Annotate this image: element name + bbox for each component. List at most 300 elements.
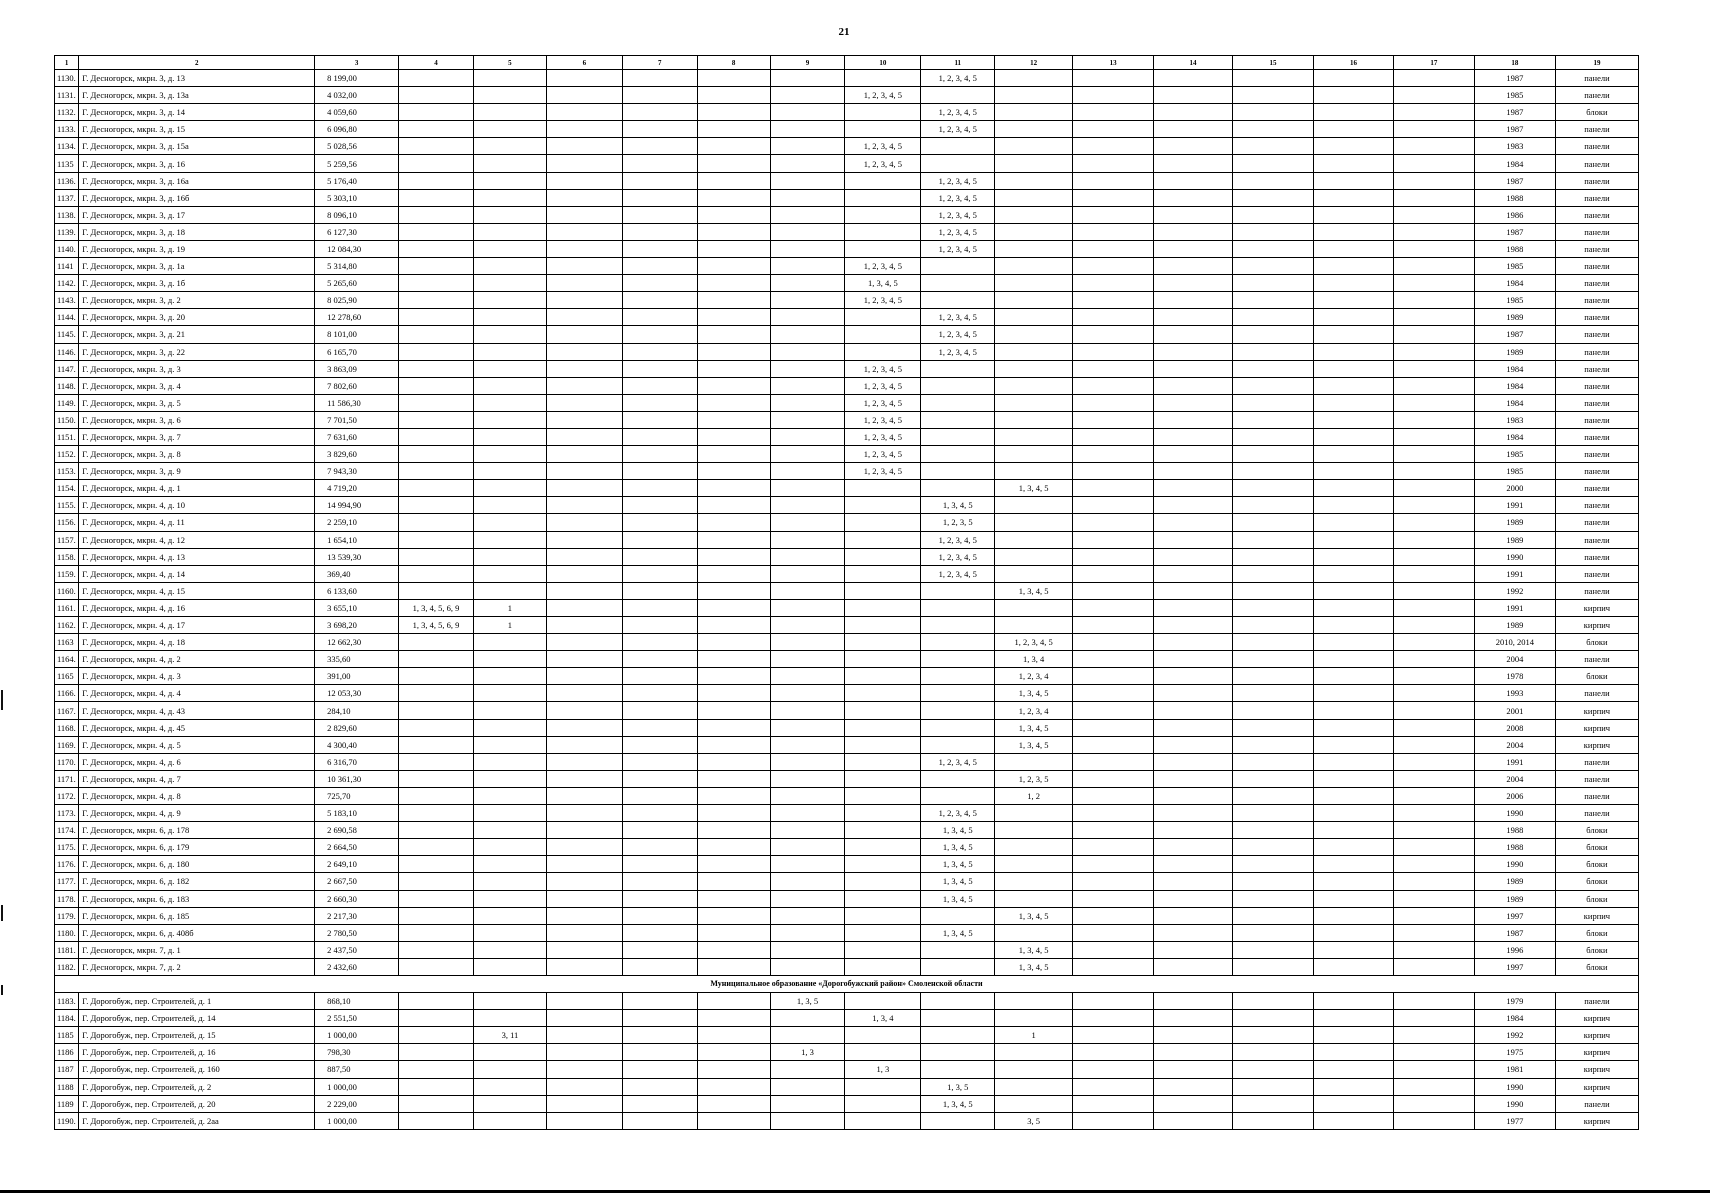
row-number-cell: 1186 bbox=[55, 1044, 79, 1061]
work-type-cell bbox=[770, 685, 845, 702]
address-cell: Г. Десногорск, мкрн. 4, д. 10 bbox=[79, 497, 315, 514]
work-type-cell bbox=[1233, 839, 1314, 856]
work-type-cell bbox=[1313, 172, 1393, 189]
area-cell: 6 096,80 bbox=[315, 121, 399, 138]
row-number-cell: 1143. bbox=[55, 292, 79, 309]
work-type-cell bbox=[399, 463, 474, 480]
work-type-cell bbox=[474, 428, 547, 445]
work-type-cell: 1, 2, 3, 4 bbox=[995, 668, 1073, 685]
work-type-cell bbox=[1393, 685, 1474, 702]
work-type-cell bbox=[1073, 617, 1154, 634]
work-type-cell bbox=[770, 189, 845, 206]
work-type-cell bbox=[1154, 1112, 1233, 1129]
work-type-cell bbox=[1154, 377, 1233, 394]
work-type-cell bbox=[1313, 309, 1393, 326]
work-type-cell bbox=[697, 1044, 770, 1061]
column-number-header: 2 bbox=[79, 56, 315, 70]
work-type-cell bbox=[697, 497, 770, 514]
year-cell: 2004 bbox=[1474, 770, 1555, 787]
work-type-cell bbox=[1073, 685, 1154, 702]
work-type-cell bbox=[546, 104, 622, 121]
work-type-cell bbox=[845, 822, 921, 839]
address-cell: Г. Десногорск, мкрн. 3, д. 16б bbox=[79, 189, 315, 206]
work-type-cell bbox=[399, 787, 474, 804]
work-type-cell bbox=[546, 993, 622, 1010]
work-type-cell bbox=[1393, 856, 1474, 873]
work-type-cell bbox=[1393, 87, 1474, 104]
work-type-cell bbox=[995, 360, 1073, 377]
work-type-cell bbox=[1313, 617, 1393, 634]
work-type-cell bbox=[1393, 924, 1474, 941]
work-type-cell bbox=[697, 753, 770, 770]
work-type-cell bbox=[622, 617, 697, 634]
work-type-cell bbox=[995, 446, 1073, 463]
work-type-cell bbox=[622, 104, 697, 121]
table-row bbox=[55, 138, 1639, 155]
work-type-cell bbox=[1073, 206, 1154, 223]
work-type-cell bbox=[399, 360, 474, 377]
work-type-cell bbox=[921, 993, 995, 1010]
area-cell: 8 096,10 bbox=[315, 206, 399, 223]
work-type-cell bbox=[474, 206, 547, 223]
work-type-cell bbox=[1393, 377, 1474, 394]
work-type-cell bbox=[770, 770, 845, 787]
work-type-cell bbox=[1154, 87, 1233, 104]
work-type-cell bbox=[399, 890, 474, 907]
work-type-cell bbox=[1073, 941, 1154, 958]
work-type-cell bbox=[1393, 240, 1474, 257]
work-type-cell bbox=[697, 941, 770, 958]
work-type-cell bbox=[1154, 907, 1233, 924]
work-type-cell bbox=[399, 70, 474, 87]
work-type-cell bbox=[1233, 104, 1314, 121]
work-type-cell bbox=[1233, 787, 1314, 804]
row-number-cell: 1151. bbox=[55, 428, 79, 445]
work-type-cell: 1, 3, 5 bbox=[770, 993, 845, 1010]
work-type-cell bbox=[921, 87, 995, 104]
work-type-cell bbox=[474, 360, 547, 377]
row-number-cell: 1158. bbox=[55, 548, 79, 565]
scan-mark bbox=[1, 905, 3, 921]
column-number-header: 1 bbox=[55, 56, 79, 70]
year-cell: 1988 bbox=[1474, 189, 1555, 206]
work-type-cell bbox=[770, 1095, 845, 1112]
work-type-cell bbox=[546, 377, 622, 394]
work-type-cell bbox=[474, 223, 547, 240]
table-row bbox=[55, 1078, 1639, 1095]
address-cell: Г. Десногорск, мкрн. 3, д. 20 bbox=[79, 309, 315, 326]
address-cell: Г. Десногорск, мкрн. 4, д. 43 bbox=[79, 702, 315, 719]
work-type-cell bbox=[697, 531, 770, 548]
work-type-cell bbox=[770, 617, 845, 634]
work-type-cell bbox=[1073, 582, 1154, 599]
area-cell: 1 000,00 bbox=[315, 1078, 399, 1095]
address-cell: Г. Десногорск, мкрн. 3, д. 18 bbox=[79, 223, 315, 240]
work-type-cell bbox=[399, 1010, 474, 1027]
work-type-cell bbox=[995, 206, 1073, 223]
work-type-cell: 1 bbox=[474, 599, 547, 616]
work-type-cell bbox=[921, 1044, 995, 1061]
row-number-cell: 1153. bbox=[55, 463, 79, 480]
work-type-cell bbox=[921, 617, 995, 634]
work-type-cell bbox=[697, 770, 770, 787]
work-type-cell bbox=[474, 394, 547, 411]
area-cell: 4 032,00 bbox=[315, 87, 399, 104]
work-type-cell bbox=[474, 189, 547, 206]
area-cell: 2 437,50 bbox=[315, 941, 399, 958]
wall-material-cell: панели bbox=[1555, 805, 1638, 822]
work-type-cell bbox=[1233, 155, 1314, 172]
year-cell: 1987 bbox=[1474, 924, 1555, 941]
work-type-cell bbox=[845, 685, 921, 702]
area-cell: 868,10 bbox=[315, 993, 399, 1010]
row-number-cell: 1149. bbox=[55, 394, 79, 411]
work-type-cell bbox=[1154, 617, 1233, 634]
work-type-cell bbox=[697, 206, 770, 223]
work-type-cell bbox=[546, 617, 622, 634]
work-type-cell bbox=[1313, 822, 1393, 839]
work-type-cell bbox=[1393, 309, 1474, 326]
work-type-cell bbox=[1393, 275, 1474, 292]
table-row bbox=[55, 1027, 1639, 1044]
table-row bbox=[55, 480, 1639, 497]
work-type-cell bbox=[1073, 531, 1154, 548]
year-cell: 1987 bbox=[1474, 104, 1555, 121]
work-type-cell bbox=[622, 394, 697, 411]
work-type-cell bbox=[697, 634, 770, 651]
work-type-cell bbox=[1073, 240, 1154, 257]
work-type-cell bbox=[546, 599, 622, 616]
table-row bbox=[55, 856, 1639, 873]
work-type-cell bbox=[399, 1027, 474, 1044]
column-number-header: 8 bbox=[697, 56, 770, 70]
work-type-cell bbox=[1073, 907, 1154, 924]
work-type-cell bbox=[622, 856, 697, 873]
work-type-cell bbox=[399, 907, 474, 924]
wall-material-cell: кирпич bbox=[1555, 1010, 1638, 1027]
address-cell: Г. Десногорск, мкрн. 6, д. 178 bbox=[79, 822, 315, 839]
work-type-cell bbox=[546, 138, 622, 155]
year-cell: 1989 bbox=[1474, 343, 1555, 360]
address-cell: Г. Десногорск, мкрн. 3, д. 15а bbox=[79, 138, 315, 155]
work-type-cell bbox=[1393, 1078, 1474, 1095]
table-row bbox=[55, 736, 1639, 753]
address-cell: Г. Десногорск, мкрн. 6, д. 408б bbox=[79, 924, 315, 941]
work-type-cell bbox=[622, 1112, 697, 1129]
work-type-cell bbox=[1393, 223, 1474, 240]
row-number-cell: 1180. bbox=[55, 924, 79, 941]
work-type-cell bbox=[1073, 599, 1154, 616]
work-type-cell: 1, 3, 4, 5 bbox=[921, 497, 995, 514]
work-type-cell bbox=[1393, 941, 1474, 958]
work-type-cell bbox=[1313, 394, 1393, 411]
row-number-cell: 1134. bbox=[55, 138, 79, 155]
work-type-cell bbox=[995, 805, 1073, 822]
work-type-cell bbox=[1073, 787, 1154, 804]
work-type-cell bbox=[1313, 1078, 1393, 1095]
year-cell: 1978 bbox=[1474, 668, 1555, 685]
work-type-cell bbox=[845, 617, 921, 634]
table-row bbox=[55, 634, 1639, 651]
work-type-cell bbox=[770, 668, 845, 685]
work-type-cell bbox=[622, 548, 697, 565]
work-type-cell: 1, 3, 5 bbox=[921, 1078, 995, 1095]
work-type-cell bbox=[921, 411, 995, 428]
work-type-cell bbox=[770, 172, 845, 189]
work-type-cell bbox=[546, 924, 622, 941]
work-type-cell bbox=[622, 343, 697, 360]
work-type-cell bbox=[622, 634, 697, 651]
year-cell: 1992 bbox=[1474, 582, 1555, 599]
work-type-cell bbox=[1154, 172, 1233, 189]
area-cell: 2 780,50 bbox=[315, 924, 399, 941]
work-type-cell bbox=[399, 1061, 474, 1078]
address-cell: Г. Дорогобуж, пер. Строителей, д. 160 bbox=[79, 1061, 315, 1078]
wall-material-cell: блоки bbox=[1555, 958, 1638, 975]
work-type-cell bbox=[697, 805, 770, 822]
work-type-cell bbox=[399, 634, 474, 651]
work-type-cell bbox=[697, 411, 770, 428]
work-type-cell: 1, 3, 4, 5, 6, 9 bbox=[399, 617, 474, 634]
work-type-cell bbox=[770, 275, 845, 292]
work-type-cell bbox=[474, 958, 547, 975]
scan-mark bbox=[1, 985, 3, 995]
work-type-cell bbox=[1073, 189, 1154, 206]
work-type-cell bbox=[1073, 411, 1154, 428]
wall-material-cell: блоки bbox=[1555, 924, 1638, 941]
row-number-cell: 1137. bbox=[55, 189, 79, 206]
work-type-cell: 1, 3, 4, 5 bbox=[995, 719, 1073, 736]
work-type-cell bbox=[546, 839, 622, 856]
table-row bbox=[55, 753, 1639, 770]
wall-material-cell: панели bbox=[1555, 394, 1638, 411]
work-type-cell bbox=[697, 1112, 770, 1129]
work-type-cell bbox=[622, 172, 697, 189]
year-cell: 1987 bbox=[1474, 172, 1555, 189]
area-cell: 3 829,60 bbox=[315, 446, 399, 463]
work-type-cell bbox=[1233, 941, 1314, 958]
work-type-cell bbox=[622, 1061, 697, 1078]
row-number-cell: 1148. bbox=[55, 377, 79, 394]
table-row bbox=[55, 719, 1639, 736]
area-cell: 6 133,60 bbox=[315, 582, 399, 599]
address-cell: Г. Десногорск, мкрн. 6, д. 179 bbox=[79, 839, 315, 856]
work-type-cell bbox=[1313, 582, 1393, 599]
work-type-cell: 1, 3 bbox=[770, 1044, 845, 1061]
area-cell: 13 539,30 bbox=[315, 548, 399, 565]
work-type-cell bbox=[399, 822, 474, 839]
work-type-cell bbox=[474, 924, 547, 941]
wall-material-cell: панели bbox=[1555, 770, 1638, 787]
work-type-cell bbox=[921, 155, 995, 172]
work-type-cell bbox=[474, 104, 547, 121]
work-type-cell bbox=[1393, 497, 1474, 514]
work-type-cell bbox=[399, 856, 474, 873]
column-number-header: 10 bbox=[845, 56, 921, 70]
table-row bbox=[55, 446, 1639, 463]
work-type-cell bbox=[399, 394, 474, 411]
work-type-cell bbox=[622, 514, 697, 531]
area-cell: 6 316,70 bbox=[315, 753, 399, 770]
work-type-cell bbox=[474, 275, 547, 292]
column-number-header: 6 bbox=[546, 56, 622, 70]
work-type-cell bbox=[474, 531, 547, 548]
work-type-cell bbox=[770, 514, 845, 531]
address-cell: Г. Десногорск, мкрн. 4, д. 8 bbox=[79, 787, 315, 804]
work-type-cell bbox=[770, 155, 845, 172]
address-cell: Г. Десногорск, мкрн. 4, д. 9 bbox=[79, 805, 315, 822]
work-type-cell bbox=[770, 343, 845, 360]
work-type-cell bbox=[1393, 617, 1474, 634]
work-type-cell bbox=[1154, 822, 1233, 839]
work-type-cell bbox=[1313, 343, 1393, 360]
work-type-cell bbox=[546, 907, 622, 924]
work-type-cell bbox=[697, 702, 770, 719]
table-row bbox=[55, 668, 1639, 685]
work-type-cell bbox=[1073, 651, 1154, 668]
address-cell: Г. Дорогобуж, пер. Строителей, д. 16 bbox=[79, 1044, 315, 1061]
table-row bbox=[55, 531, 1639, 548]
work-type-cell bbox=[995, 138, 1073, 155]
work-type-cell bbox=[546, 651, 622, 668]
wall-material-cell: панели bbox=[1555, 172, 1638, 189]
wall-material-cell: кирпич bbox=[1555, 1078, 1638, 1095]
work-type-cell bbox=[995, 839, 1073, 856]
work-type-cell bbox=[995, 394, 1073, 411]
address-cell: Г. Десногорск, мкрн. 3, д. 4 bbox=[79, 377, 315, 394]
work-type-cell bbox=[622, 599, 697, 616]
work-type-cell bbox=[1073, 275, 1154, 292]
row-number-cell: 1178. bbox=[55, 890, 79, 907]
work-type-cell bbox=[697, 189, 770, 206]
work-type-cell bbox=[1233, 514, 1314, 531]
work-type-cell bbox=[1233, 668, 1314, 685]
work-type-cell bbox=[845, 1112, 921, 1129]
wall-material-cell: панели bbox=[1555, 189, 1638, 206]
area-cell: 10 361,30 bbox=[315, 770, 399, 787]
work-type-cell bbox=[845, 223, 921, 240]
work-type-cell: 1, 2, 3, 4, 5 bbox=[921, 70, 995, 87]
work-type-cell bbox=[1233, 223, 1314, 240]
year-cell: 2008 bbox=[1474, 719, 1555, 736]
table-row bbox=[55, 1095, 1639, 1112]
year-cell: 1988 bbox=[1474, 240, 1555, 257]
work-type-cell: 1, 2, 3, 4, 5 bbox=[995, 634, 1073, 651]
wall-material-cell: блоки bbox=[1555, 668, 1638, 685]
work-type-cell bbox=[1233, 599, 1314, 616]
work-type-cell bbox=[1154, 582, 1233, 599]
row-number-cell: 1138. bbox=[55, 206, 79, 223]
work-type-cell bbox=[845, 121, 921, 138]
work-type-cell bbox=[845, 548, 921, 565]
work-type-cell bbox=[1313, 121, 1393, 138]
work-type-cell bbox=[1233, 617, 1314, 634]
area-cell: 8 101,00 bbox=[315, 326, 399, 343]
work-type-cell bbox=[1233, 770, 1314, 787]
work-type-cell bbox=[399, 702, 474, 719]
work-type-cell bbox=[1313, 240, 1393, 257]
row-number-cell: 1145. bbox=[55, 326, 79, 343]
work-type-cell bbox=[474, 1044, 547, 1061]
work-type-cell bbox=[1073, 753, 1154, 770]
year-cell: 1986 bbox=[1474, 206, 1555, 223]
work-type-cell bbox=[697, 463, 770, 480]
work-type-cell bbox=[697, 651, 770, 668]
work-type-cell bbox=[399, 497, 474, 514]
area-cell: 725,70 bbox=[315, 787, 399, 804]
work-type-cell bbox=[399, 770, 474, 787]
area-cell: 5 265,60 bbox=[315, 275, 399, 292]
work-type-cell bbox=[845, 873, 921, 890]
work-type-cell bbox=[995, 514, 1073, 531]
area-cell: 4 300,40 bbox=[315, 736, 399, 753]
address-cell: Г. Десногорск, мкрн. 3, д. 13а bbox=[79, 87, 315, 104]
work-type-cell bbox=[622, 206, 697, 223]
work-type-cell bbox=[1073, 702, 1154, 719]
work-type-cell bbox=[1313, 805, 1393, 822]
work-type-cell bbox=[845, 907, 921, 924]
row-number-cell: 1157. bbox=[55, 531, 79, 548]
work-type-cell bbox=[921, 907, 995, 924]
work-type-cell bbox=[546, 685, 622, 702]
address-cell: Г. Десногорск, мкрн. 3, д. 2 bbox=[79, 292, 315, 309]
work-type-cell bbox=[1393, 326, 1474, 343]
work-type-cell bbox=[1393, 1095, 1474, 1112]
work-type-cell bbox=[1393, 189, 1474, 206]
work-type-cell bbox=[697, 685, 770, 702]
column-number-header: 19 bbox=[1555, 56, 1638, 70]
work-type-cell bbox=[622, 582, 697, 599]
table-row bbox=[55, 463, 1639, 480]
work-type-cell bbox=[622, 1095, 697, 1112]
work-type-cell bbox=[1313, 634, 1393, 651]
work-type-cell bbox=[399, 839, 474, 856]
work-type-cell: 3, 5 bbox=[995, 1112, 1073, 1129]
work-type-cell: 1, 2, 3, 4, 5 bbox=[845, 394, 921, 411]
work-type-cell bbox=[995, 172, 1073, 189]
work-type-cell bbox=[697, 548, 770, 565]
work-type-cell bbox=[697, 70, 770, 87]
table-row bbox=[55, 275, 1639, 292]
work-type-cell bbox=[1393, 839, 1474, 856]
work-type-cell bbox=[1154, 770, 1233, 787]
work-type-cell: 1, 3, 4, 5 bbox=[995, 685, 1073, 702]
row-number-cell: 1169. bbox=[55, 736, 79, 753]
work-type-cell bbox=[770, 428, 845, 445]
work-type-cell bbox=[697, 394, 770, 411]
work-type-cell bbox=[1154, 480, 1233, 497]
work-type-cell bbox=[546, 309, 622, 326]
work-type-cell bbox=[546, 326, 622, 343]
work-type-cell: 1 bbox=[474, 617, 547, 634]
work-type-cell bbox=[399, 155, 474, 172]
work-type-cell bbox=[1073, 1044, 1154, 1061]
work-type-cell bbox=[546, 668, 622, 685]
address-cell: Г. Десногорск, мкрн. 3, д. 21 bbox=[79, 326, 315, 343]
wall-material-cell: панели bbox=[1555, 411, 1638, 428]
table-row bbox=[55, 582, 1639, 599]
area-cell: 1 000,00 bbox=[315, 1112, 399, 1129]
table-row bbox=[55, 104, 1639, 121]
address-cell: Г. Десногорск, мкрн. 4, д. 13 bbox=[79, 548, 315, 565]
work-type-cell bbox=[622, 565, 697, 582]
work-type-cell bbox=[1393, 736, 1474, 753]
work-type-cell: 1, 2, 3, 4, 5 bbox=[921, 309, 995, 326]
column-number-header: 13 bbox=[1073, 56, 1154, 70]
wall-material-cell: панели bbox=[1555, 292, 1638, 309]
work-type-cell bbox=[546, 189, 622, 206]
work-type-cell bbox=[546, 1010, 622, 1027]
